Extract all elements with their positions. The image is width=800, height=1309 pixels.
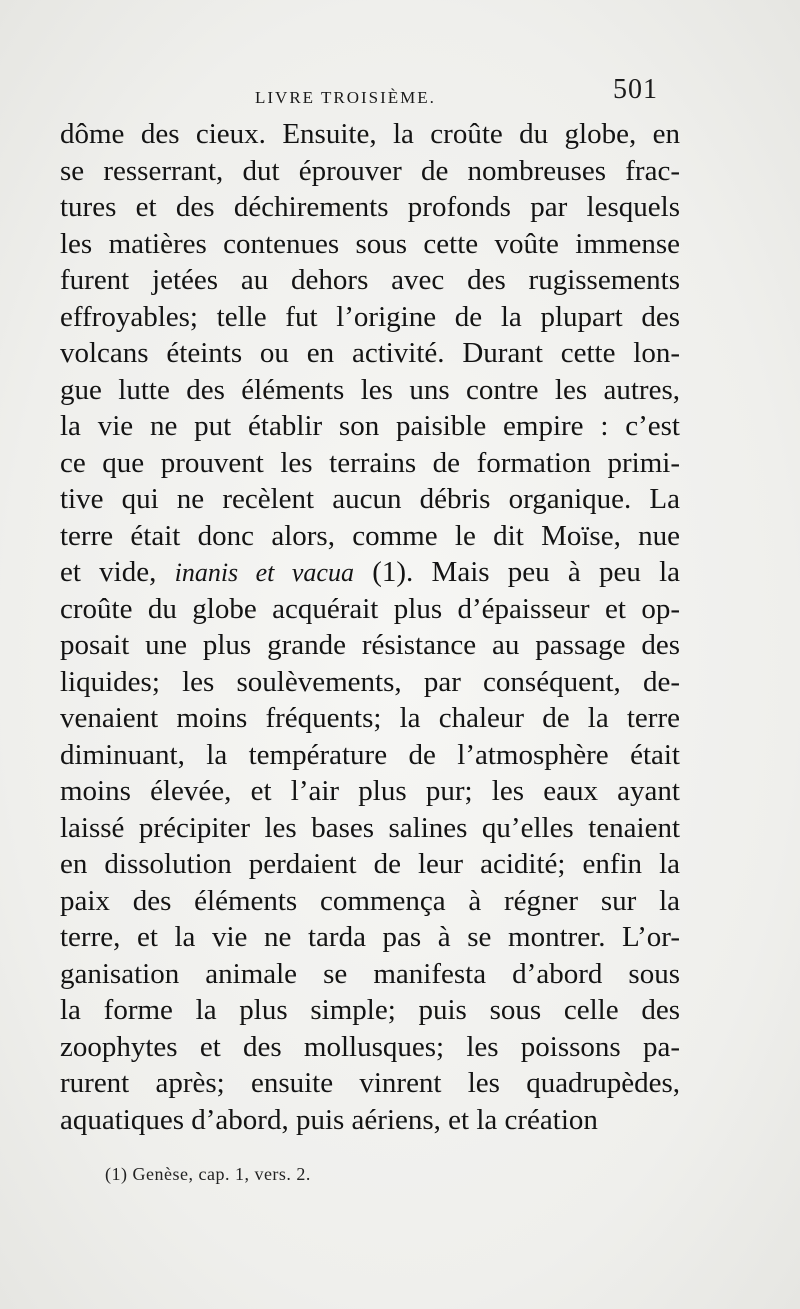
page-number: 501 [613,74,658,105]
text-line: laissé précipiter les bases salines qu’elles tenaient [60,811,680,844]
text-line: dôme des cieux. Ensuite, la croûte du globe, en [60,118,680,150]
footnote: (1) Genèse, cap. 1, vers. 2. [105,1164,311,1184]
text-line: croûte du globe acquérait plus d’épaisseur et op- [60,592,680,625]
text-line: gue lutte des éléments les uns contre les autres, [60,373,680,406]
text-line: se resserrant, dut éprouver de nombreuses frac- [60,154,680,187]
text-line: venaient moins fréquents; la chaleur de la terre [60,702,680,734]
text-line: moins élevée, et l’air plus pur; les eaux ayant [60,775,680,807]
text-line: la vie ne put établir son paisible empire : c’est [60,410,680,442]
running-head [60,74,660,110]
italic-latin-quote: inanis et vacua [174,558,354,587]
running-title: LIVRE TROISIÈME. [255,88,436,107]
text-line: terre, et la vie ne tarda pas à se montrer. L’or- [60,921,680,953]
text-line: terre était donc alors, comme le dit Moïse, nue [60,519,680,552]
text-line: zoophytes et des mollusques; les poissons pa- [60,1030,680,1063]
line-text-before-italic: et vide, [60,556,157,588]
text-line: tures et des déchirements profonds par lesquels [60,191,680,223]
text-line: volcans éteints ou en activité. Durant cette lon- [60,337,680,369]
text-line: diminuant, la température de l’atmosphère était [60,738,680,771]
text-line: furent jetées au dehors avec des rugissements [60,264,680,296]
text-line: en dissolution perdaient de leur acidité; enfin la [60,848,680,880]
text-line: la forme la plus simple; puis sous celle des [60,994,680,1026]
text-line: effroyables; telle fut l’origine de la plupart des [60,300,680,333]
text-line: aquatiques d’abord, puis aériens, et la création [60,1103,598,1136]
text-line-with-italic [60,554,680,591]
text-line: rurent après; ensuite vinrent les quadrupèdes, [60,1067,680,1099]
text-line: ganisation animale se manifesta d’abord sous [60,957,680,990]
text-line: les matières contenues sous cette voûte immense [60,227,680,260]
line-text-after-italic: (1). Mais peu à peu la [372,556,681,588]
body-text [60,116,680,1138]
text-line: paix des éléments commença à régner sur la [60,884,680,917]
text-line: ce que prouvent les terrains de formation primi- [60,446,680,479]
text-line: tive qui ne recèlent aucun débris organique. La [60,483,680,515]
text-line: posait une plus grande résistance au passage des [60,629,680,661]
text-line: liquides; les soulèvements, par conséquent, de- [60,665,680,698]
